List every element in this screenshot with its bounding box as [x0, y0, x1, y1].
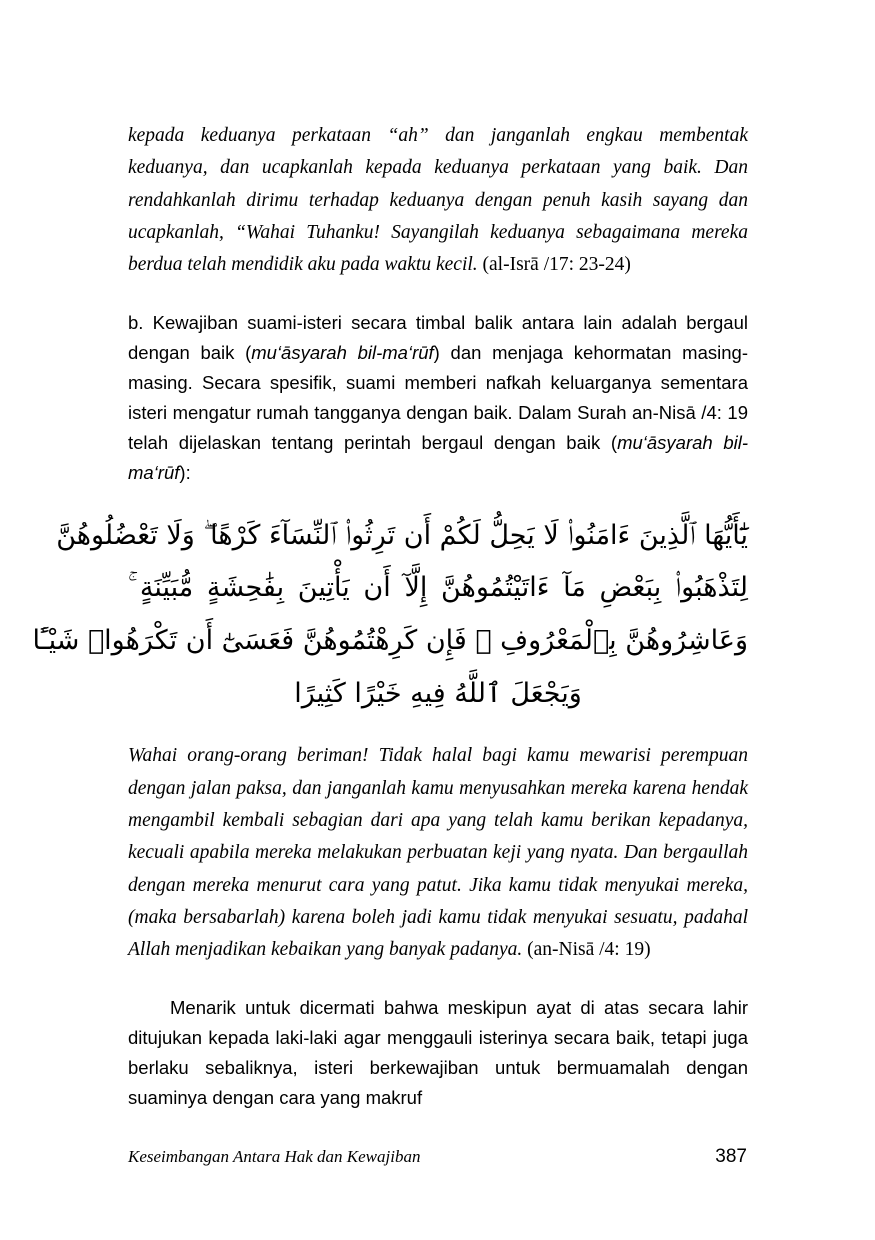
- quote-al-isra-source: (al-Isrā /17: 23-24): [477, 254, 631, 276]
- footer-page-number: 387: [715, 1146, 747, 1167]
- arabic-verse-line-2: لِتَذْهَبُوا۟ بِبَعْضِ مَآ ءَاتَيْتُمُوهُنَّ إِلَّآ أَن يَأْتِينَ بِفَٰحِشَةٍ مُّبَيِّنَةٍ ۚ: [128, 572, 748, 604]
- point-b-part-2: ) dan menjaga kehormatan masing-masing. Secara spesifik, suami memberi nafkah keluarganya sementara isteri mengatur rumah tangganya dengan baik. Dalam Surah an-Nisā /4: 19 telah dijelaskan tentang perintah bergaul dengan baik (: [128, 341, 748, 453]
- page-footer: [128, 1146, 747, 1168]
- paragraph-closing: Menarik untuk dicermati bahwa meskipun ayat di atas secara lahir ditujukan kepada laki-laki agar menggauli isterinya secara baik, tetapi juga berlaku sebaliknya, isteri berkewajiban untuk bermuamalah dengan suaminya dengan cara yang makruf: [128, 996, 748, 1108]
- point-b-part-3: ):: [179, 461, 191, 483]
- quote-al-isra-text: kepada keduanya perkataan “ah” dan janganlah engkau membentak keduanya, dan ucapkanlah kepada keduanya perkataan yang baik. Dan rendahkanlah dirimu terhadap keduanya dengan penuh kasih sayang dan ucapkanlah, “Wahai Tuhanku! Sayangilah keduanya sebagaimana mereka berdua telah mendidik aku pada waktu kecil.: [128, 125, 748, 276]
- quote-an-nisa-source: (an-Nisā /4: 19): [522, 939, 651, 961]
- quote-an-nisa-translation: [128, 740, 748, 967]
- quote-an-nisa-text: Wahai orang-orang beriman! Tidak halal bagi kamu mewarisi perempuan dengan jalan paksa, dan janganlah kamu menyusahkan mereka karena hendak mengambil kembali sebagian dari apa yang telah kamu berikan kepadanya, kecuali apabila mereka melakukan perbuatan keji yang nyata. Dan bergaullah dengan mereka menurut cara yang patut. Jika kamu tidak menyukai mereka, (maka bersabarlah) karena boleh jadi kamu tidak menyukai sesuatu, padahal Allah menjadikan kebaikan yang banyak padanya.: [128, 745, 748, 961]
- point-b-part-1: b. Kewajiban suami-isteri secara timbal balik antara lain adalah bergaul dengan baik (: [128, 311, 748, 363]
- paragraph-point-b: [128, 308, 748, 488]
- arabic-verse-block: [32, 510, 748, 721]
- point-b-term-1: mu‘āsyarah bil-ma‘rūf: [251, 341, 434, 363]
- arabic-verse-line-3: وَعَاشِرُوهُنَّ بِٱلْمَعْرُوفِ ۚ فَإِن كَرِهْتُمُوهُنَّ فَعَسَىٰٓ أَن تَكْرَهُوا۟ شَيْـًٔا: [32, 624, 748, 656]
- arabic-verse-line-1: يَٰٓأَيُّهَا ٱلَّذِينَ ءَامَنُوا۟ لَا يَحِلُّ لَكُمْ أَن تَرِثُوا۟ ٱلنِّسَآءَ كَرْهًا ۖ وَلَا تَعْضُلُوهُنَّ: [56, 519, 748, 551]
- arabic-verse-line-4: وَيَجْعَلَ ٱللَّهُ فِيهِ خَيْرًا كَثِيرًا: [294, 677, 582, 709]
- point-b-term-2: mu‘āsyarah bil-ma‘rūf: [128, 431, 749, 483]
- quote-al-isra: [128, 120, 748, 282]
- page-content: [32, 120, 749, 1113]
- footer-running-title: Keseimbangan Antara Hak dan Kewajiban: [128, 1147, 421, 1166]
